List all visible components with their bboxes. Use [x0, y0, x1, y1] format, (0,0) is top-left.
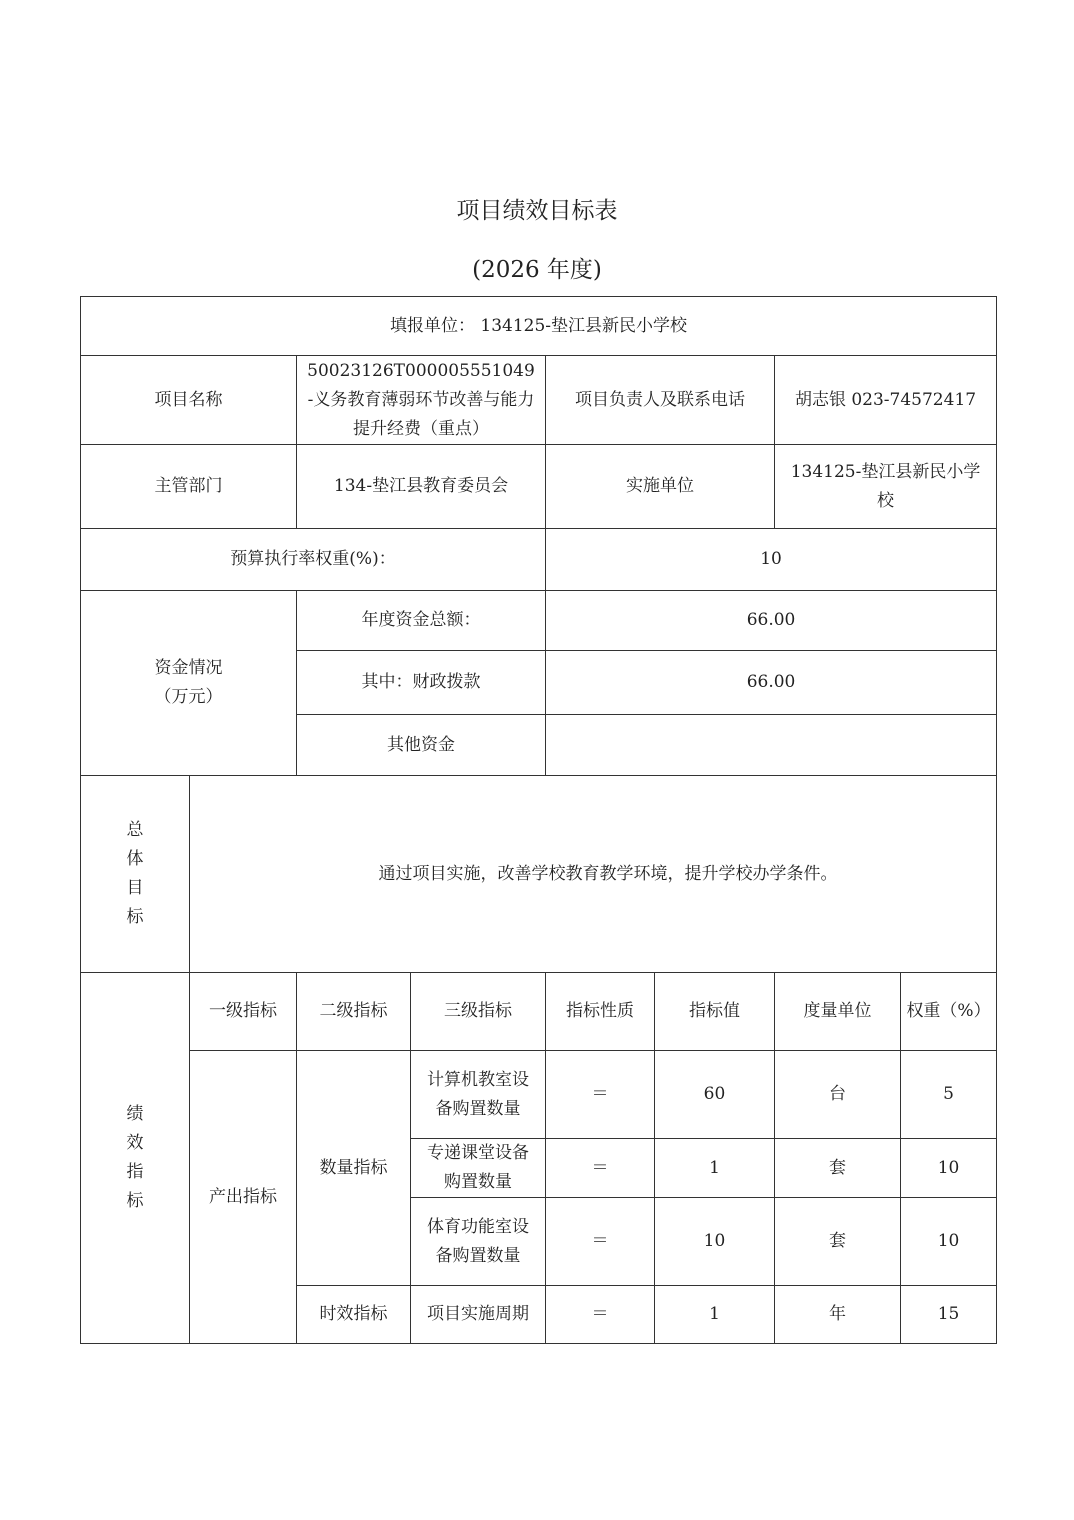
row-unit: 套	[775, 1139, 901, 1198]
filing-unit: 填报单位： 134125-垫江县新民小学校	[81, 297, 997, 356]
goal-label-char: 标	[126, 907, 144, 927]
row-weight: 10	[901, 1198, 997, 1286]
funds-other-label: 其他资金	[297, 715, 546, 776]
project-name-label: 项目名称	[81, 356, 297, 445]
funds-total-value: 66.00	[546, 591, 997, 651]
row-nature: ＝	[546, 1051, 655, 1139]
indicators-label-char: 效	[126, 1133, 144, 1153]
header-unit: 度量单位	[775, 973, 901, 1051]
goal-text: 通过项目实施，改善学校教育教学环境，提升学校办学条件。	[190, 776, 997, 973]
dept-value: 134-垫江县教育委员会	[297, 445, 546, 529]
funds-label	[81, 591, 297, 776]
level2-quantity: 数量指标	[297, 1051, 411, 1286]
funds-label-line2: （万元）	[154, 687, 223, 707]
funds-total-label: 年度资金总额：	[297, 591, 546, 651]
row-weight: 5	[901, 1051, 997, 1139]
indicators-label	[81, 973, 190, 1344]
header-value: 指标值	[655, 973, 775, 1051]
row-level3: 项目实施周期	[411, 1286, 546, 1344]
indicators-label-char: 绩	[126, 1104, 144, 1124]
budget-rate-value: 10	[546, 529, 997, 591]
level1-output: 产出指标	[190, 1051, 297, 1344]
row-unit: 套	[775, 1198, 901, 1286]
row-level3: 计算机教室设备购置数量	[411, 1051, 546, 1139]
level2-time: 时效指标	[297, 1286, 411, 1344]
header-nature: 指标性质	[546, 973, 655, 1051]
manager-value: 胡志银 023-74572417	[775, 356, 997, 445]
goal-label-char: 目	[126, 878, 144, 898]
impl-label: 实施单位	[546, 445, 775, 529]
header-level1: 一级指标	[190, 973, 297, 1051]
performance-table	[80, 296, 997, 1344]
impl-value: 134125-垫江县新民小学校	[775, 445, 997, 529]
row-value: 10	[655, 1198, 775, 1286]
funds-label-line1: 资金情况	[154, 658, 223, 678]
row-unit: 台	[775, 1051, 901, 1139]
row-value: 1	[655, 1139, 775, 1198]
document-title: 项目绩效目标表	[456, 198, 618, 224]
indicators-label-char: 标	[126, 1191, 144, 1211]
goal-label-char: 体	[126, 849, 144, 869]
table-row	[81, 1051, 997, 1139]
row-weight: 15	[901, 1286, 997, 1344]
row-nature: ＝	[546, 1286, 655, 1344]
manager-label: 项目负责人及联系电话	[546, 356, 775, 445]
dept-label: 主管部门	[81, 445, 297, 529]
header-level2: 二级指标	[297, 973, 411, 1051]
funds-other-value	[546, 715, 997, 776]
row-value: 60	[655, 1051, 775, 1139]
header-weight: 权重（%）	[901, 973, 997, 1051]
row-value: 1	[655, 1286, 775, 1344]
row-nature: ＝	[546, 1198, 655, 1286]
row-weight: 10	[901, 1139, 997, 1198]
project-name-value: 50023126T000005551049-义务教育薄弱环节改善与能力提升经费（重点）	[297, 356, 546, 445]
funds-fiscal-value: 66.00	[546, 651, 997, 715]
document-subtitle: (2026 年度)	[472, 257, 602, 283]
goal-label-char: 总	[126, 820, 144, 840]
funds-fiscal-label: 其中：财政拨款	[297, 651, 546, 715]
row-level3: 体育功能室设备购置数量	[411, 1198, 546, 1286]
budget-rate-label: 预算执行率权重(%)：	[81, 529, 546, 591]
header-level3: 三级指标	[411, 973, 546, 1051]
row-level3: 专递课堂设备购置数量	[411, 1139, 546, 1198]
row-nature: ＝	[546, 1139, 655, 1198]
goal-label	[81, 776, 190, 973]
indicators-label-char: 指	[126, 1162, 144, 1182]
row-unit: 年	[775, 1286, 901, 1344]
